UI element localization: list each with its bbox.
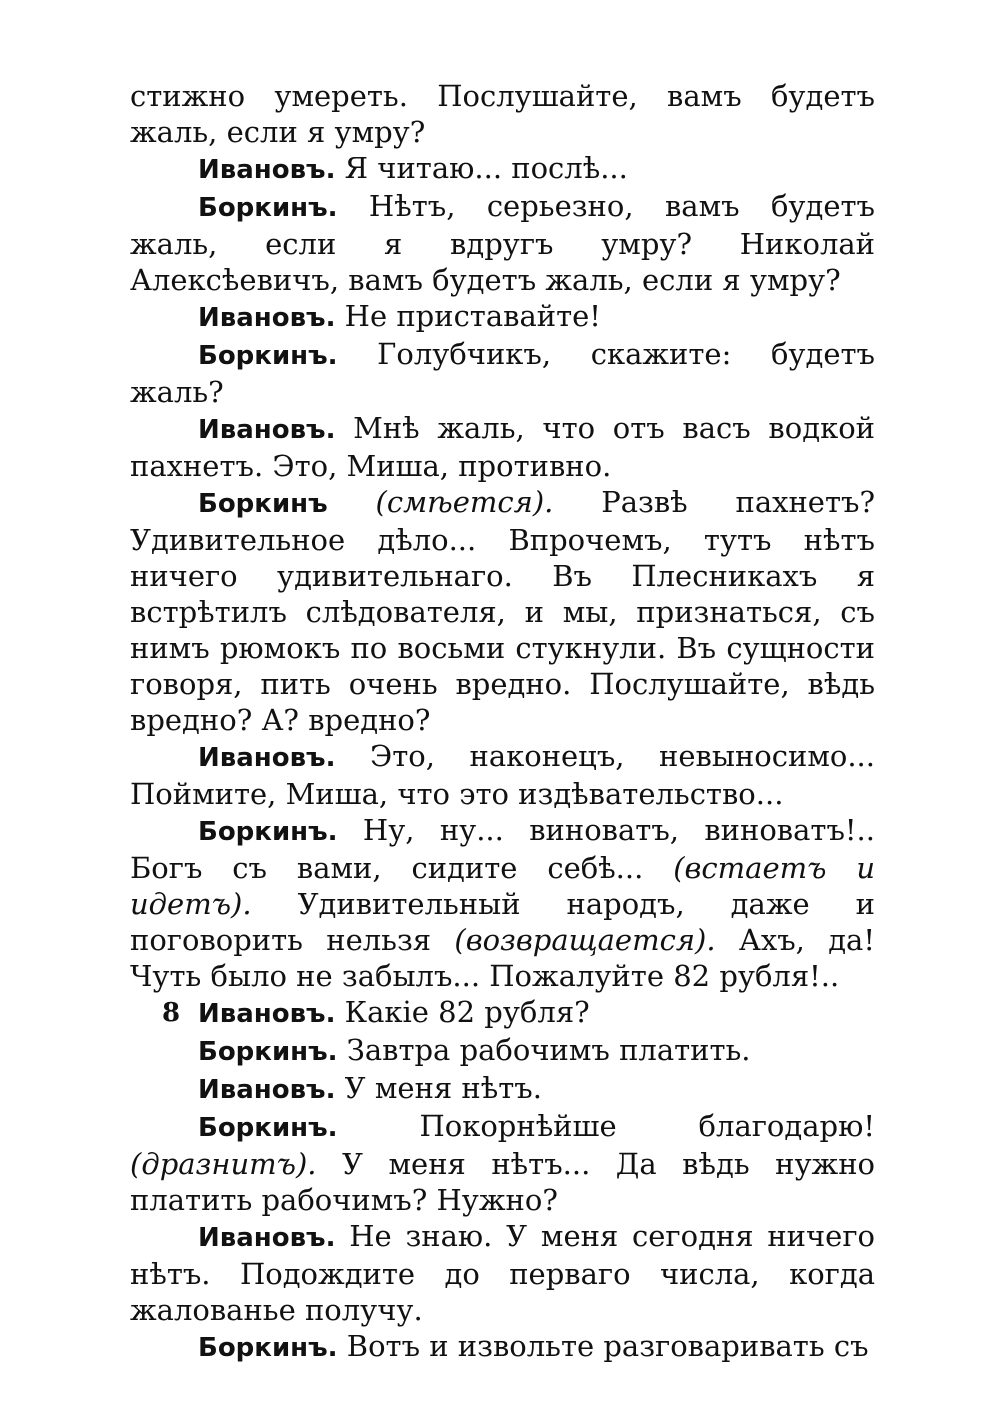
speaker-name: Боркинъ. bbox=[198, 341, 338, 371]
paragraph bbox=[130, 1032, 875, 1070]
dialogue-text: Покорнѣйше благодарю! bbox=[337, 1109, 875, 1143]
speaker-name: Ивановъ. bbox=[198, 415, 336, 445]
speaker-name: Боркинъ. bbox=[198, 817, 338, 847]
dialogue-text: Нѣтъ, серьезно, вамъ будетъ жаль, если я вдругъ умру? Николай Алексѣевичъ, вамъ будетъ жаль, если я умру? bbox=[130, 189, 875, 297]
stage-direction: (встаетъ и идетъ). bbox=[130, 851, 875, 921]
dialogue-text: Вотъ и извольте разговаривать съ bbox=[337, 1329, 869, 1363]
speaker-name: Ивановъ. bbox=[198, 1223, 336, 1253]
paragraph bbox=[130, 78, 875, 150]
speaker-name: Боркинъ. bbox=[198, 1113, 338, 1143]
speaker-name: Боркинъ. bbox=[198, 1037, 338, 1067]
stage-direction: (возвращается). bbox=[454, 923, 716, 957]
dialogue-text: Мнѣ жаль, что отъ васъ водкой пахнетъ. Это, Миша, противно. bbox=[130, 411, 875, 483]
paragraph bbox=[130, 298, 875, 336]
dialogue-text: Я читаю... послѣ... bbox=[335, 151, 628, 185]
dialogue-text: Не знаю. У меня сегодня ничего нѣтъ. Подождите до перваго числа, когда жалованье получу. bbox=[130, 1219, 875, 1327]
paragraph bbox=[130, 1218, 875, 1328]
speaker-name: Боркинъ bbox=[198, 489, 328, 519]
speaker-name: Ивановъ. bbox=[198, 743, 336, 773]
page-body bbox=[130, 78, 875, 1366]
dialogue-text: Голубчикъ, скажите: будетъ жаль? bbox=[130, 337, 875, 409]
stage-direction: (дразнитъ). bbox=[130, 1147, 317, 1181]
dialogue-text: стижно умереть. Послушайте, вамъ будетъ жаль, если я умру? bbox=[130, 79, 875, 149]
paragraph bbox=[130, 150, 875, 188]
dialogue-text: Развѣ пахнетъ? Удивительное дѣло... Впрочемъ, тутъ нѣтъ ничего удивительнаго. Въ Плесникахъ я встрѣтилъ слѣдователя, и мы, признаться, съ нимъ рюмокъ по восьми стукнули. Въ сущности говоря, пить очень вредно. Послушайте, вѣдь вредно? А? вредно? bbox=[130, 485, 875, 737]
paragraph bbox=[130, 188, 875, 298]
dialogue-text: Удивительный народъ, даже и поговорить нельзя bbox=[130, 887, 875, 957]
dialogue-text bbox=[328, 485, 376, 519]
speaker-name: Ивановъ. bbox=[198, 1075, 336, 1105]
speaker-name: Боркинъ. bbox=[198, 193, 338, 223]
speaker-name: Ивановъ. bbox=[198, 303, 336, 333]
paragraph bbox=[130, 336, 875, 410]
paragraph bbox=[130, 812, 875, 994]
paragraph bbox=[130, 738, 875, 812]
dialogue-text: Это, наконецъ, невыносимо... Поймите, Миша, что это издѣвательство... bbox=[130, 739, 875, 811]
dialogue-text: Ахъ, да! Чуть было не забылъ... Пожалуйте 82 рубля!.. bbox=[130, 923, 875, 993]
paragraph bbox=[130, 994, 875, 1032]
dialogue-text: У меня нѣтъ... Да вѣдь нужно платить рабочимъ? Нужно? bbox=[130, 1147, 875, 1217]
speaker-name: Ивановъ. bbox=[198, 155, 336, 185]
dialogue-text: Ну, ну... виноватъ, виноватъ!.. Богъ съ вами, сидите себѣ... bbox=[130, 813, 875, 885]
paragraph bbox=[130, 410, 875, 484]
dialogue-text: Какіе 82 рубля? bbox=[335, 995, 590, 1029]
paragraph bbox=[130, 1108, 875, 1218]
page-number: 8 bbox=[162, 998, 181, 1028]
dialogue-text: У меня нѣтъ. bbox=[335, 1071, 542, 1105]
dialogue-text: Завтра рабочимъ платить. bbox=[337, 1033, 751, 1067]
paragraph bbox=[130, 1070, 875, 1108]
dialogue-text: Не приставайте! bbox=[335, 299, 601, 333]
paragraph bbox=[130, 1328, 875, 1366]
speaker-name: Ивановъ. bbox=[198, 999, 336, 1029]
paragraph bbox=[130, 484, 875, 738]
stage-direction: (смѣется). bbox=[375, 485, 554, 519]
speaker-name: Боркинъ. bbox=[198, 1333, 338, 1363]
